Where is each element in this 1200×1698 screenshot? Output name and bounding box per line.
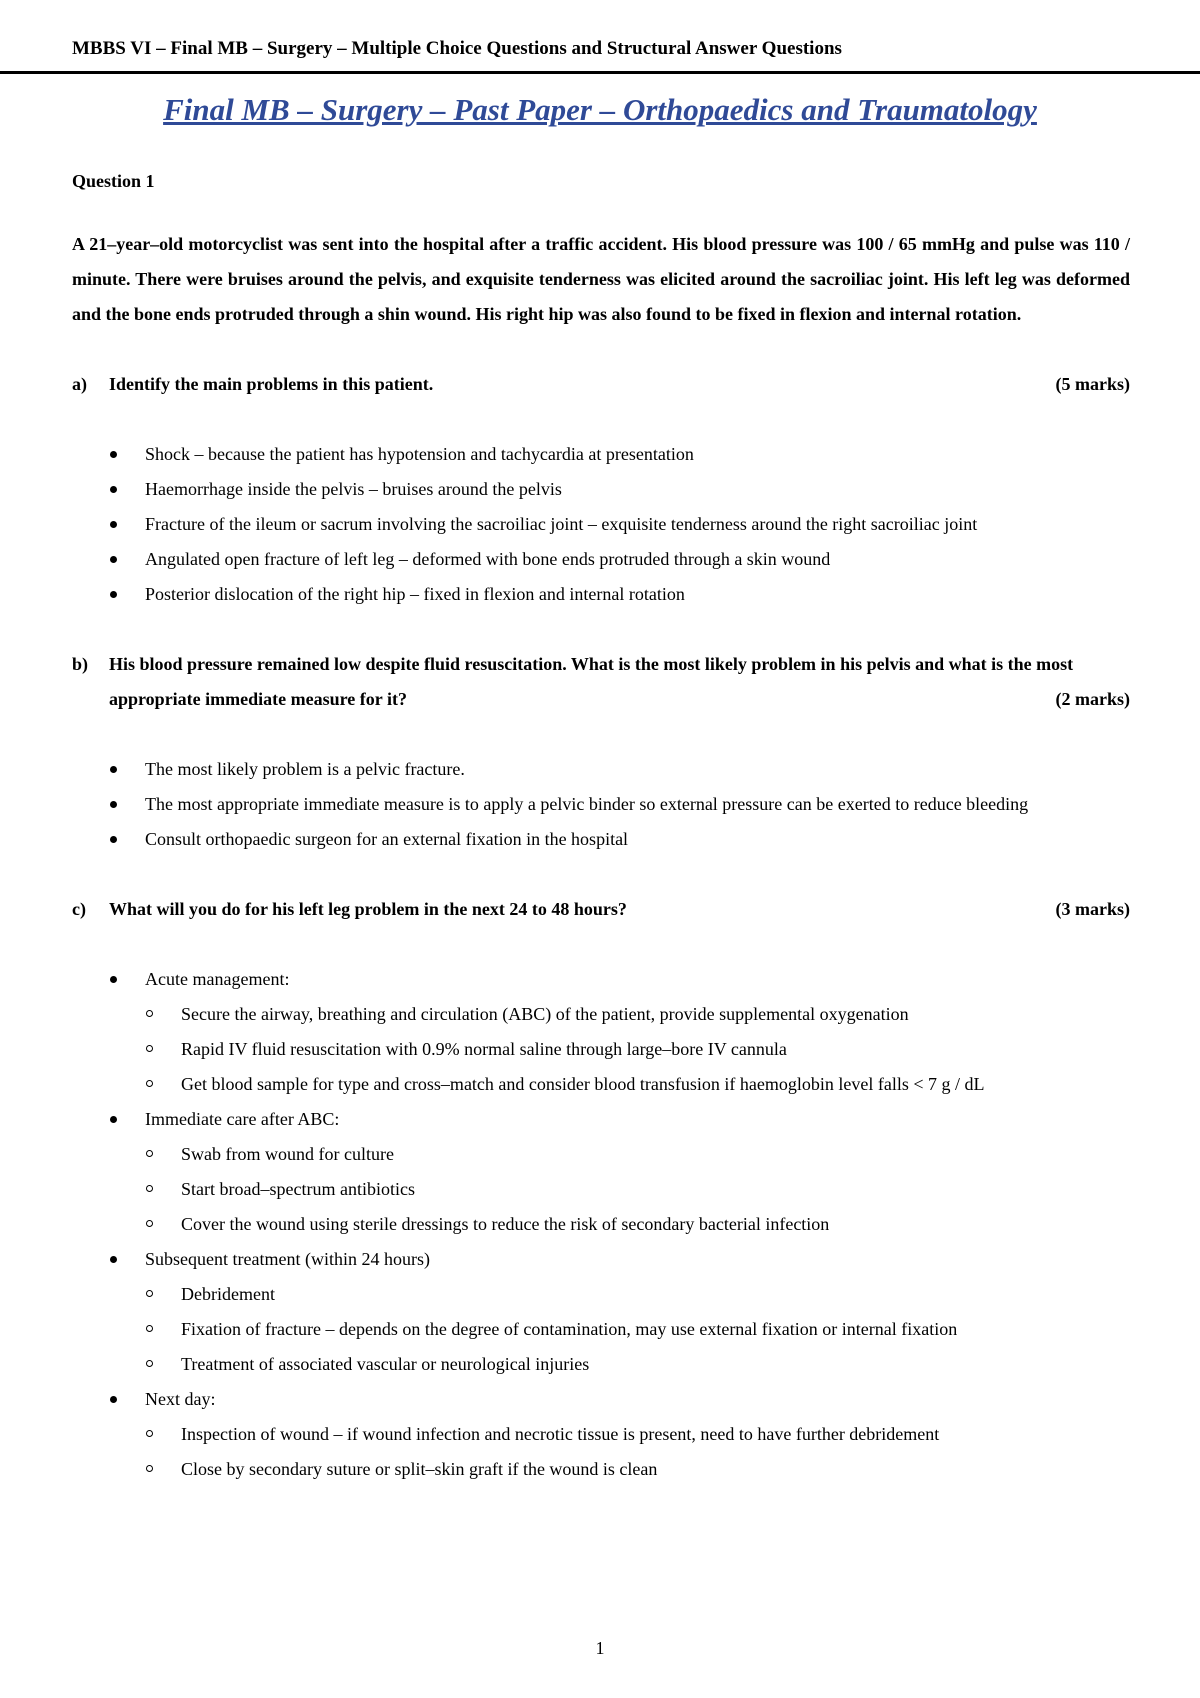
document-body [72,164,1130,1487]
part-b-answers [72,752,1130,857]
page-number: 1 [595,1638,605,1658]
circle-bullet-icon [146,1360,153,1367]
part-c-question [72,892,1130,927]
answer-text: Posterior dislocation of the right hip – fixed in flexion and internal rotation [145,584,685,604]
part-c-question-text: What will you do for his left leg problem in the next 24 to 48 hours? [109,899,627,919]
sub-list-item [145,1207,1130,1242]
part-a-question [72,367,1130,402]
bullet-icon [110,521,117,528]
sub-list-item [145,1137,1130,1172]
bullet-icon [110,1116,117,1123]
sub-list-item [145,1277,1130,1312]
part-c-text [109,892,1130,927]
part-a-answers [72,437,1130,612]
part-c-letter: c) [72,899,86,919]
sub-item-text: Close by secondary suture or split–skin graft if the wound is clean [181,1459,658,1479]
list-item [72,472,1130,507]
circle-bullet-icon [146,1045,153,1052]
answer-text: Haemorrhage inside the pelvis – bruises around the pelvis [145,479,562,499]
part-b-letter: b) [72,654,89,674]
sub-list-item [145,997,1130,1032]
circle-bullet-icon [146,1010,153,1017]
bullet-icon [110,556,117,563]
answer-text: Consult orthopaedic surgeon for an external fixation in the hospital [145,829,629,849]
answer-text: Fracture of the ileum or sacrum involving the sacroiliac joint – exquisite tenderness around the right sacroiliac joint [145,514,978,534]
group-label: Subsequent treatment (within 24 hours) [145,1249,430,1269]
list-item [72,787,1130,822]
bullet-icon [110,591,117,598]
sub-item-text: Rapid IV fluid resuscitation with 0.9% normal saline through large–bore IV cannula [181,1039,787,1059]
bullet-icon [110,801,117,808]
list-item [72,752,1130,787]
part-c-marks: (3 marks) [1055,899,1130,919]
sub-list-item [145,1312,1130,1347]
list-item [72,437,1130,472]
sub-list [145,1417,1130,1487]
part-c-answers [72,962,1130,1487]
sub-list [145,1137,1130,1242]
sub-list-item [145,1417,1130,1452]
sub-item-text: Get blood sample for type and cross–match and consider blood transfusion if haemoglobin level falls < 7 g / dL [181,1074,985,1094]
bullet-icon [110,1396,117,1403]
part-b-question-text: His blood pressure remained low despite fluid resuscitation. What is the most likely problem in his pelvis and what is the most appropriate immediate measure for it? [109,654,1074,709]
running-header: MBBS VI – Final MB – Surgery – Multiple Choice Questions and Structural Answer Questions [72,38,842,59]
sub-list-item [145,1172,1130,1207]
question-stem: A 21–year–old motorcyclist was sent into the hospital after a traffic accident. His blood pressure was 100 / 65 mmHg and pulse was 110 / minute. There were bruises around the pelvis, and exquisite tenderness was elicited around the sacroiliac joint. His left leg was deformed and the bone ends protruded through a shin wound. His right hip was also found to be fixed in flexion and internal rotation. [72,234,1130,324]
list-item [72,577,1130,612]
sub-list-item [145,1032,1130,1067]
group-label: Acute management: [145,969,290,989]
list-item [72,507,1130,542]
list-item [72,962,1130,1102]
circle-bullet-icon [146,1150,153,1157]
circle-bullet-icon [146,1185,153,1192]
page-title: Final MB – Surgery – Past Paper – Orthopaedics and Traumatology [163,92,1037,127]
answer-text: Angulated open fracture of left leg – deformed with bone ends protruded through a skin wound [145,549,831,569]
answer-text: Shock – because the patient has hypotension and tachycardia at presentation [145,444,694,464]
part-b-question [72,647,1130,717]
sub-item-text: Treatment of associated vascular or neurological injuries [181,1354,590,1374]
sub-item-text: Cover the wound using sterile dressings to reduce the risk of secondary bacterial infection [181,1214,830,1234]
part-b-marks: (2 marks) [1055,689,1130,709]
sub-list-item [145,1067,1130,1102]
circle-bullet-icon [146,1220,153,1227]
sub-list [145,997,1130,1102]
answer-text: The most appropriate immediate measure is to apply a pelvic binder so external pressure can be exerted to reduce bleeding [145,794,1029,814]
bullet-icon [110,486,117,493]
circle-bullet-icon [146,1430,153,1437]
group-label: Immediate care after ABC: [145,1109,340,1129]
group-label: Next day: [145,1389,216,1409]
sub-list [145,1277,1130,1382]
bullet-icon [110,766,117,773]
part-b-text [109,647,1130,717]
list-item [72,822,1130,857]
sub-item-text: Secure the airway, breathing and circulation (ABC) of the patient, provide supplemental oxygenation [181,1004,909,1024]
sub-item-text: Inspection of wound – if wound infection and necrotic tissue is present, need to have further debridement [181,1424,940,1444]
list-item [72,1102,1130,1242]
sub-item-text: Debridement [181,1284,275,1304]
list-item [72,1382,1130,1487]
part-a-letter: a) [72,374,87,394]
sub-list-item [145,1452,1130,1487]
bullet-icon [110,976,117,983]
sub-item-text: Swab from wound for culture [181,1144,394,1164]
sub-item-text: Fixation of fracture – depends on the degree of contamination, may use external fixation or internal fixation [181,1319,958,1339]
bullet-icon [110,451,117,458]
question-heading: Question 1 [72,171,155,191]
circle-bullet-icon [146,1080,153,1087]
answer-text: The most likely problem is a pelvic fracture. [145,759,465,779]
circle-bullet-icon [146,1465,153,1472]
bullet-icon [110,1256,117,1263]
part-a-text [109,367,1130,402]
part-a-question-text: Identify the main problems in this patient. [109,374,434,394]
list-item [72,1242,1130,1382]
circle-bullet-icon [146,1290,153,1297]
sub-item-text: Start broad–spectrum antibiotics [181,1179,415,1199]
circle-bullet-icon [146,1325,153,1332]
part-a-marks: (5 marks) [1055,374,1130,394]
list-item [72,542,1130,577]
header-rule [0,71,1200,74]
sub-list-item [145,1347,1130,1382]
bullet-icon [110,836,117,843]
